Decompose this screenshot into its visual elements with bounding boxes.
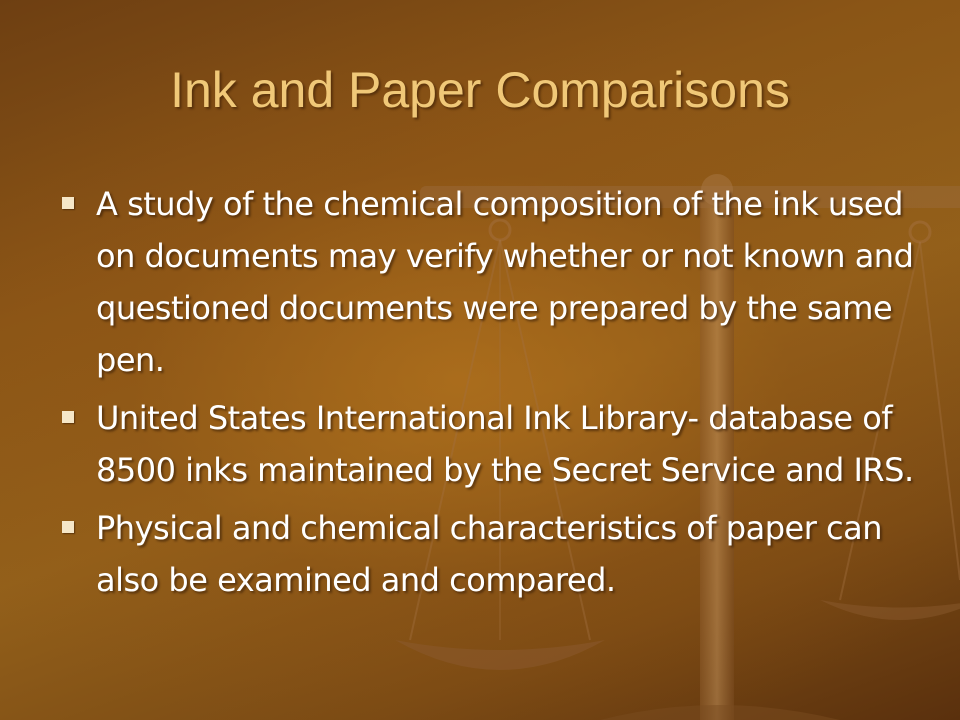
bullet-text: Physical and chemical characteristics of paper can also be examined and compared. (96, 509, 883, 599)
slide-title: Ink and Paper Comparisons (170, 62, 790, 118)
bullet-item (58, 502, 938, 606)
bullet-item (58, 178, 938, 386)
bullet-item (58, 392, 938, 496)
scale-left-pan (395, 640, 605, 670)
bullet-text: A study of the chemical composition of the ink used on documents may verify whether or not known and questioned documents were prepared by the same pen. (96, 185, 914, 379)
square-bullet-icon (62, 197, 74, 209)
bullet-text: United States International Ink Library- database of 8500 inks maintained by the Secret Service and IRS. (96, 399, 914, 489)
square-bullet-icon (62, 411, 74, 423)
bullet-list (58, 178, 938, 612)
scale-base (600, 705, 840, 720)
square-bullet-icon (62, 521, 74, 533)
